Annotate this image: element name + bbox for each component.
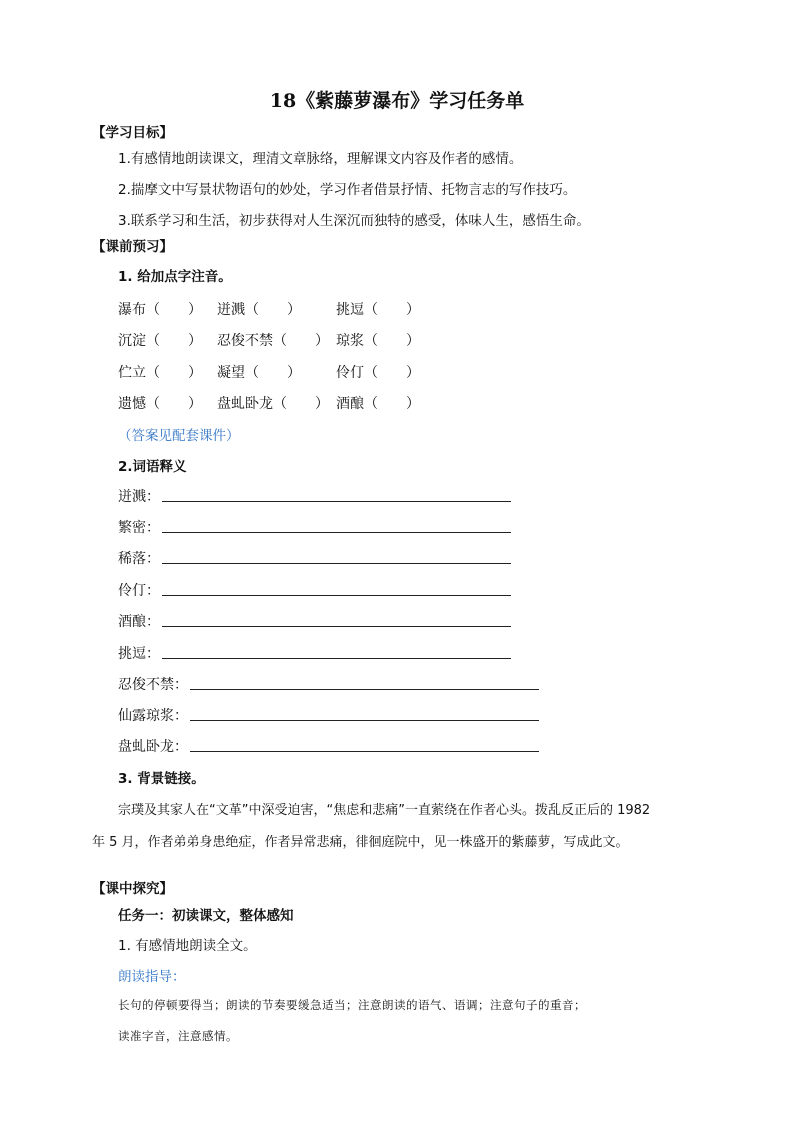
pinyin-item: 迸溅（ ） [217,302,301,318]
answer-line[interactable] [190,751,539,752]
answer-line[interactable] [190,689,539,690]
pinyin-item: 伶仃（ ） [336,365,420,381]
word-label: 酒酿： [118,614,160,630]
word-label: 稀落： [118,551,160,567]
pinyin-item: 盘虬卧龙（ ） [217,396,329,412]
answer-line[interactable] [162,595,511,596]
word-label: 迸溅： [118,489,160,505]
pinyin-item: 挑逗（ ） [336,302,420,318]
answer-line[interactable] [162,563,511,564]
task1-heading: 任务一：初读课文，整体感知 [118,908,294,924]
word-label: 盘虬卧龙： [118,739,188,755]
reading-guide-line2: 读准字音，注意感情。 [118,1029,238,1043]
pinyin-item: 沉淀（ ） [118,333,202,349]
answer-note: （答案见配套课件） [118,428,240,444]
page-title: 18《紫藤萝瀑布》学习任务单 [269,90,525,112]
goals-heading: 【学习目标】 [92,125,173,141]
background-text-line2: 年 5 月，作者弟弟身患绝症，作者异常悲痛，徘徊庭院中，见一株盛开的紫藤萝，写成此文。 [92,835,629,850]
goal-item-1: 1.有感情地朗读课文，理清文章脉络，理解课文内容及作者的感情。 [118,151,523,167]
pinyin-item: 琼浆（ ） [336,333,420,349]
task1-item1: 1. 有感情地朗读全文。 [118,938,257,954]
reading-guide-title: 朗读指导： [118,969,186,985]
preview-q1: 1. 给加点字注音。 [118,269,232,285]
goal-item-3: 3.联系学习和生活，初步获得对人生深沉而独特的感受，体味人生，感悟生命。 [118,213,590,229]
preview-heading: 【课前预习】 [92,239,173,255]
word-label: 挑逗： [118,646,160,662]
pinyin-item: 忍俊不禁（ ） [217,333,329,349]
answer-line[interactable] [162,658,511,659]
answer-line[interactable] [162,626,511,627]
inclass-heading: 【课中探究】 [92,881,173,897]
pinyin-item: 瀑布（ ） [118,302,202,318]
goal-item-2: 2.揣摩文中写景状物语句的妙处，学习作者借景抒情、托物言志的写作技巧。 [118,182,577,198]
answer-line[interactable] [162,501,511,502]
pinyin-item: 伫立（ ） [118,365,202,381]
pinyin-item: 凝望（ ） [217,365,301,381]
word-label: 繁密： [118,520,160,536]
background-text-line1: 宗璞及其家人在“文革”中深受迫害，“焦虑和悲痛”一直萦绕在作者心头。拨乱反正后的 1982 [118,803,651,818]
word-label: 伶仃： [118,583,160,599]
word-label: 忍俊不禁： [118,677,188,693]
preview-q3: 3. 背景链接。 [118,771,205,787]
answer-line[interactable] [190,720,539,721]
word-label: 仙露琼浆： [118,708,188,724]
reading-guide-line1: 长句的停顿要得当；朗读的节奏要缓急适当；注意朗读的语气、语调；注意句子的重音； [118,998,586,1012]
preview-q2: 2.词语释义 [118,459,187,475]
pinyin-item: 遗憾（ ） [118,396,202,412]
pinyin-item: 酒酿（ ） [336,396,420,412]
answer-line[interactable] [162,532,511,533]
